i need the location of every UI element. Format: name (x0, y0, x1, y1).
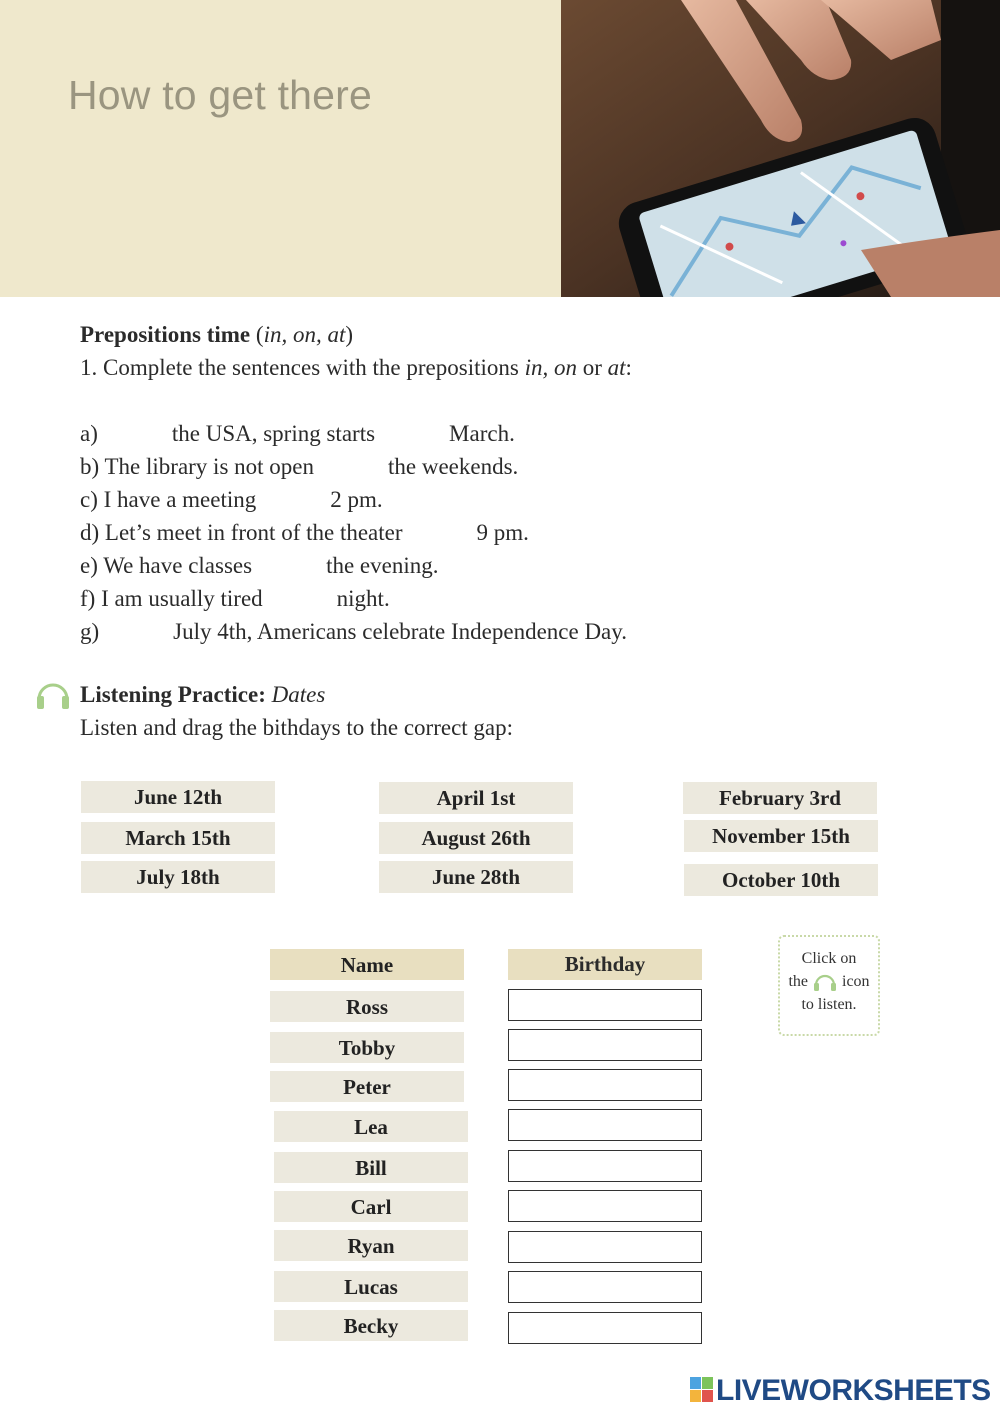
name-cell: Tobby (270, 1032, 464, 1063)
listening-instruction: Listen and drag the bithdays to the correct gap: (80, 715, 514, 740)
birthday-drop-box[interactable] (508, 1190, 702, 1222)
date-chip[interactable]: June 28th (379, 861, 573, 893)
date-chip[interactable]: October 10th (684, 864, 878, 896)
name-cell: Becky (274, 1310, 468, 1341)
sentence-b: b) The library is not open the weekends. (80, 454, 519, 479)
date-chip[interactable]: February 3rd (683, 782, 877, 814)
sentence-a: a) the USA, spring starts March. (80, 421, 515, 446)
headphones-icon[interactable] (34, 677, 72, 711)
date-chip[interactable]: June 12th (81, 781, 275, 813)
name-cell: Ryan (274, 1230, 468, 1261)
birthday-drop-box[interactable] (508, 1109, 702, 1141)
birthday-drop-box[interactable] (508, 1231, 702, 1263)
prepositions-section (80, 318, 940, 648)
header-photo (561, 0, 1000, 297)
name-cell: Lucas (274, 1271, 468, 1302)
prepositions-heading: Prepositions time (in, on, at) (80, 322, 354, 347)
date-chip[interactable]: July 18th (81, 861, 275, 893)
prepositions-instruction: 1. Complete the sentences with the prepositions in, on or at: (80, 355, 632, 380)
sentence-c: c) I have a meeting 2 pm. (80, 487, 383, 512)
name-cell: Bill (274, 1152, 468, 1183)
birthday-drop-box[interactable] (508, 1150, 702, 1182)
name-cell: Carl (274, 1191, 468, 1222)
sentence-g: g) July 4th, Americans celebrate Independence Day. (80, 619, 628, 644)
birthday-drop-box[interactable] (508, 1029, 702, 1061)
birthday-drop-box[interactable] (508, 1271, 702, 1303)
birthday-drop-box[interactable] (508, 1069, 702, 1101)
birthday-column-header: Birthday (508, 949, 702, 980)
liveworksheets-logo[interactable]: LIVEWORKSHEETS (690, 1374, 991, 1408)
date-chip[interactable]: August 26th (379, 822, 573, 854)
sentence-f: f) I am usually tired night. (80, 586, 390, 611)
headphones-icon (812, 972, 838, 992)
date-chip[interactable]: April 1st (379, 782, 573, 814)
name-cell: Lea (274, 1111, 468, 1142)
birthday-drop-box[interactable] (508, 1312, 702, 1344)
date-chip[interactable]: November 15th (684, 820, 878, 852)
sentence-d: d) Let’s meet in front of the theater 9 pm. (80, 520, 529, 545)
birthday-drop-box[interactable] (508, 989, 702, 1021)
name-cell: Peter (270, 1071, 464, 1102)
listen-hint-box: Click on the icon to listen. (778, 935, 880, 1036)
listening-section (80, 678, 513, 744)
name-cell: Ross (270, 991, 464, 1022)
sentence-e: e) We have classes the evening. (80, 553, 439, 578)
liveworksheets-logo-icon (690, 1377, 714, 1403)
page-title: How to get there (68, 72, 373, 118)
name-column-header: Name (270, 949, 464, 980)
date-chip[interactable]: March 15th (81, 822, 275, 854)
listening-heading: Listening Practice: Dates (80, 682, 326, 707)
header-band (0, 0, 561, 297)
